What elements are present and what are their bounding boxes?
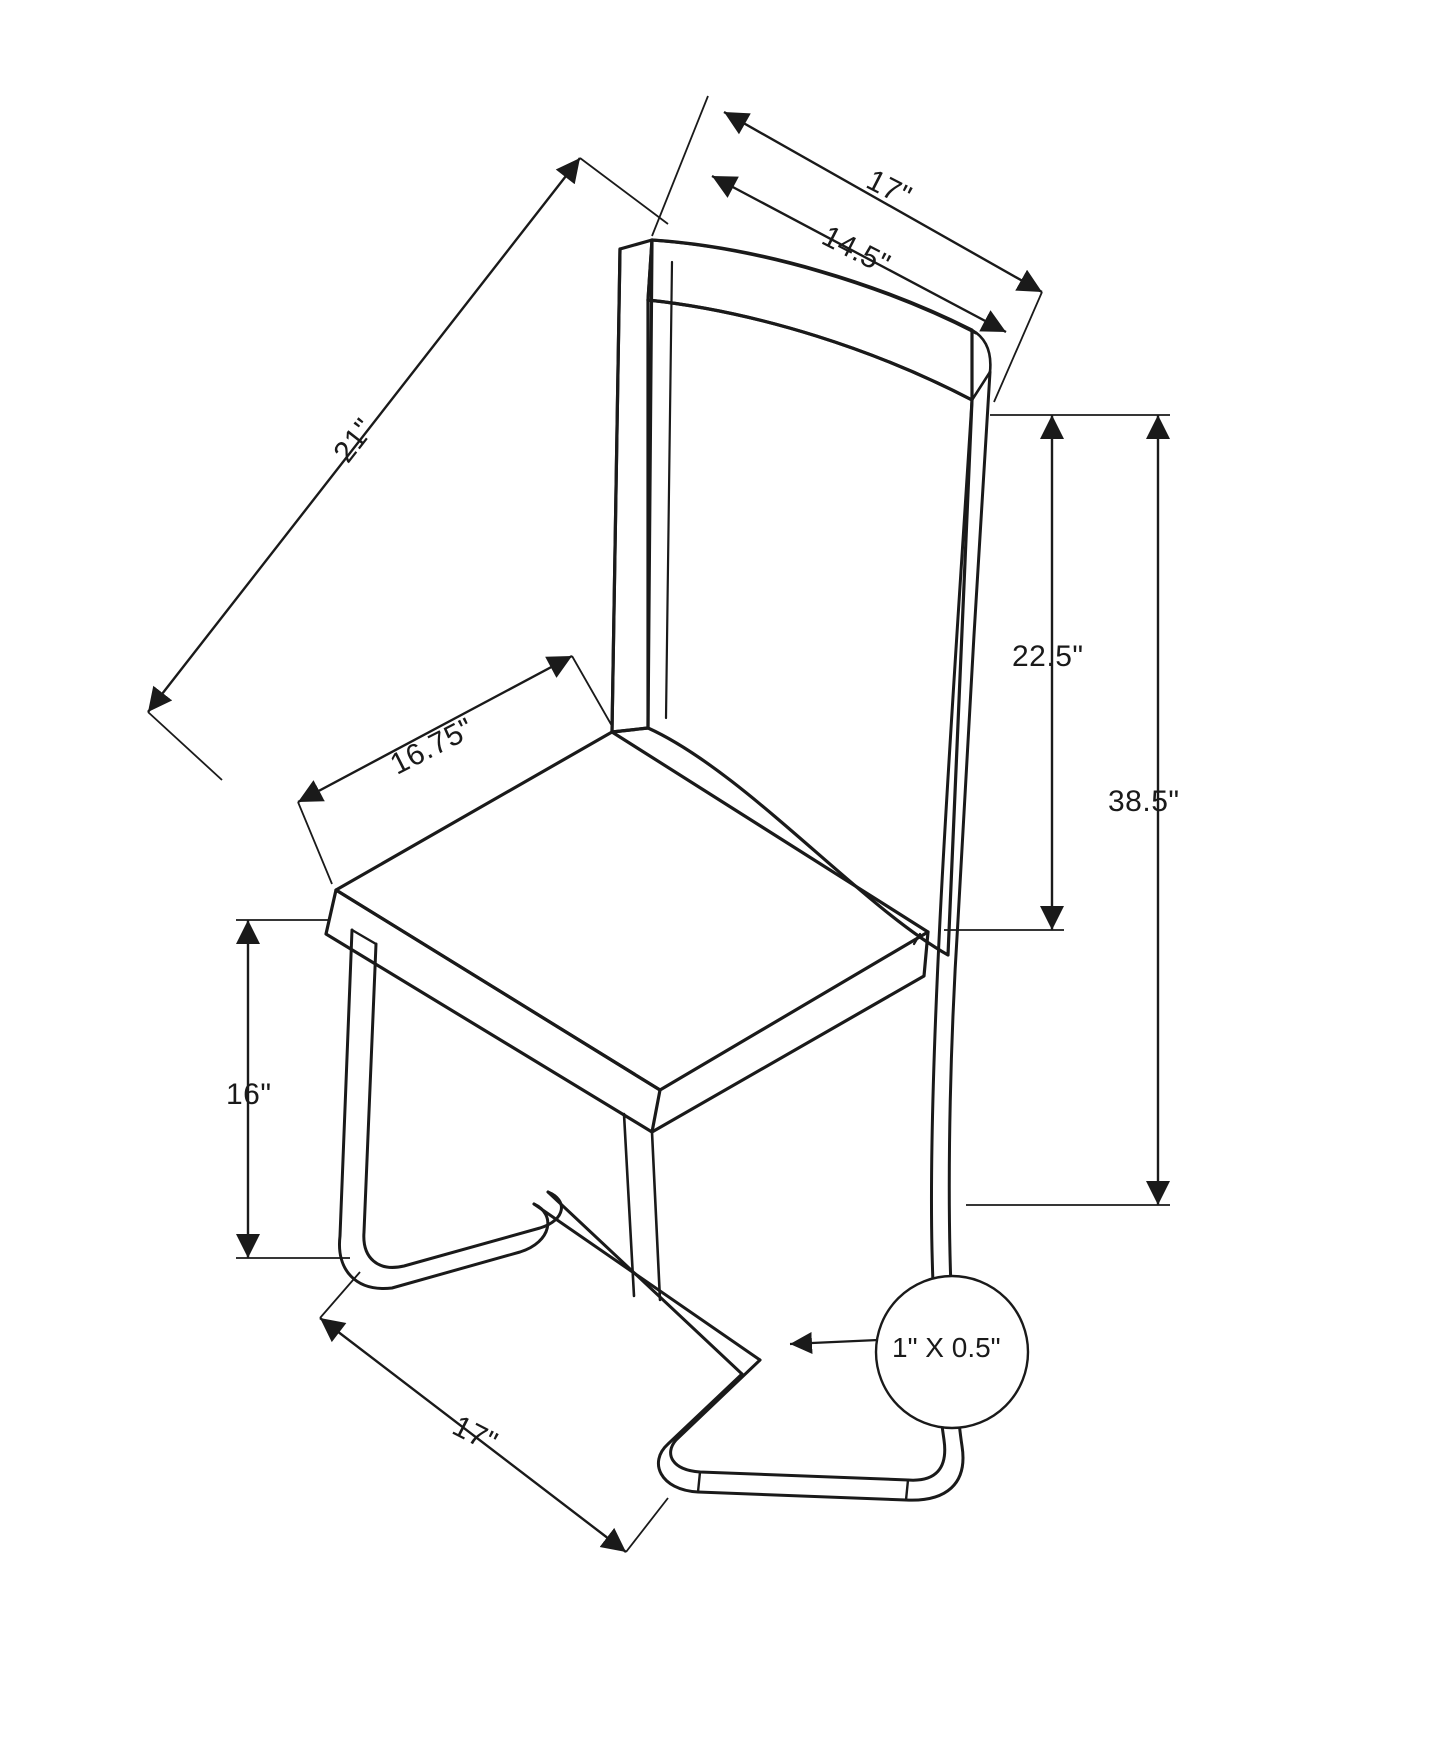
dim-label-back-diagonal: 21" <box>327 412 382 469</box>
dim-label-back-width-inner: 14.5" <box>816 219 896 282</box>
dim-label-overall-height: 38.5" <box>1108 785 1180 818</box>
tube-callout-label: 1" X 0.5" <box>892 1332 1001 1363</box>
dim-label-seat-depth: 16.75" <box>385 711 480 782</box>
tube-callout-leader <box>790 1340 878 1344</box>
dim-label-back-width-top: 17" <box>861 163 917 214</box>
dim-label-back-height: 22.5" <box>1012 640 1084 673</box>
dim-label-base-width: 17" <box>447 1409 503 1460</box>
dim-label-seat-height: 16" <box>226 1078 272 1111</box>
dimension-lines <box>148 96 1170 1552</box>
